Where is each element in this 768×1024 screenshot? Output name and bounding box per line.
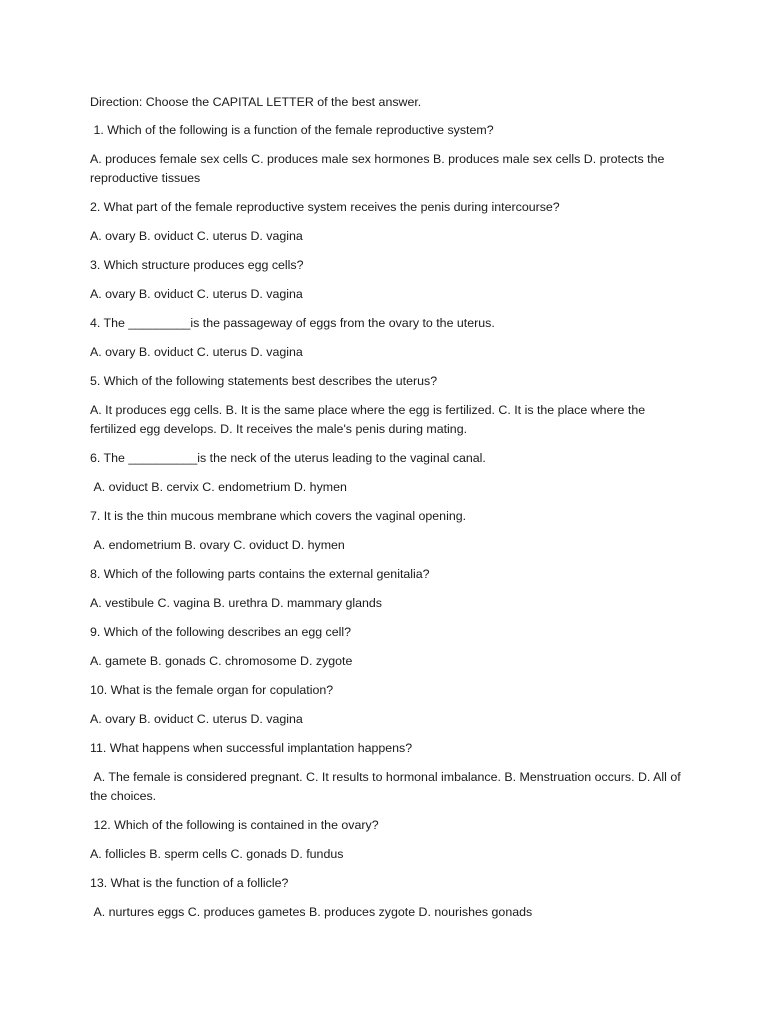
question-6: 6. The __________is the neck of the uterus leading to the vaginal canal.	[90, 451, 486, 465]
question-11: 11. What happens when successful implantation happens?	[90, 741, 413, 755]
choices-4: A. ovary B. oviduct C. uterus D. vagina	[90, 345, 303, 359]
direction-text: Direction: Choose the CAPITAL LETTER of the best answer.	[90, 95, 422, 109]
choices-5: A. It produces egg cells. B. It is the same place where the egg is fertilized. C. It is the place where the fertilized egg develops. D. It receives the male's penis during mating.	[90, 403, 649, 436]
choices-2: A. ovary B. oviduct C. uterus D. vagina	[90, 229, 303, 243]
question-7: 7. It is the thin mucous membrane which covers the vaginal opening.	[90, 509, 467, 523]
question-8: 8. Which of the following parts contains the external genitalia?	[90, 567, 430, 581]
document-page	[90, 93, 690, 932]
choices-7: A. endometrium B. ovary C. oviduct D. hymen	[90, 538, 345, 552]
choices-13: A. nurtures eggs C. produces gametes B. produces zygote D. nourishes gonads	[90, 905, 533, 919]
question-9: 9. Which of the following describes an egg cell?	[90, 625, 352, 639]
choices-11: A. The female is considered pregnant. C. It results to hormonal imbalance. B. Menstruation occurs. D. All of the choices.	[90, 770, 685, 803]
question-10: 10. What is the female organ for copulation?	[90, 683, 334, 697]
question-13: 13. What is the function of a follicle?	[90, 876, 289, 890]
choices-6: A. oviduct B. cervix C. endometrium D. hymen	[90, 480, 347, 494]
question-3: 3. Which structure produces egg cells?	[90, 258, 304, 272]
choices-12: A. follicles B. sperm cells C. gonads D. fundus	[90, 847, 344, 861]
choices-8: A. vestibule C. vagina B. urethra D. mammary glands	[90, 596, 382, 610]
question-5: 5. Which of the following statements best describes the uterus?	[90, 374, 438, 388]
question-12: 12. Which of the following is contained in the ovary?	[90, 818, 379, 832]
choices-10: A. ovary B. oviduct C. uterus D. vagina	[90, 712, 303, 726]
question-1: 1. Which of the following is a function of the female reproductive system?	[90, 123, 494, 137]
question-4: 4. The _________is the passageway of eggs from the ovary to the uterus.	[90, 316, 495, 330]
question-2: 2. What part of the female reproductive system receives the penis during intercourse?	[90, 200, 560, 214]
choices-9: A. gamete B. gonads C. chromosome D. zygote	[90, 654, 353, 668]
choices-3: A. ovary B. oviduct C. uterus D. vagina	[90, 287, 303, 301]
choices-1: A. produces female sex cells C. produces male sex hormones B. produces male sex cells D. protects the reproductive tissues	[90, 152, 668, 185]
